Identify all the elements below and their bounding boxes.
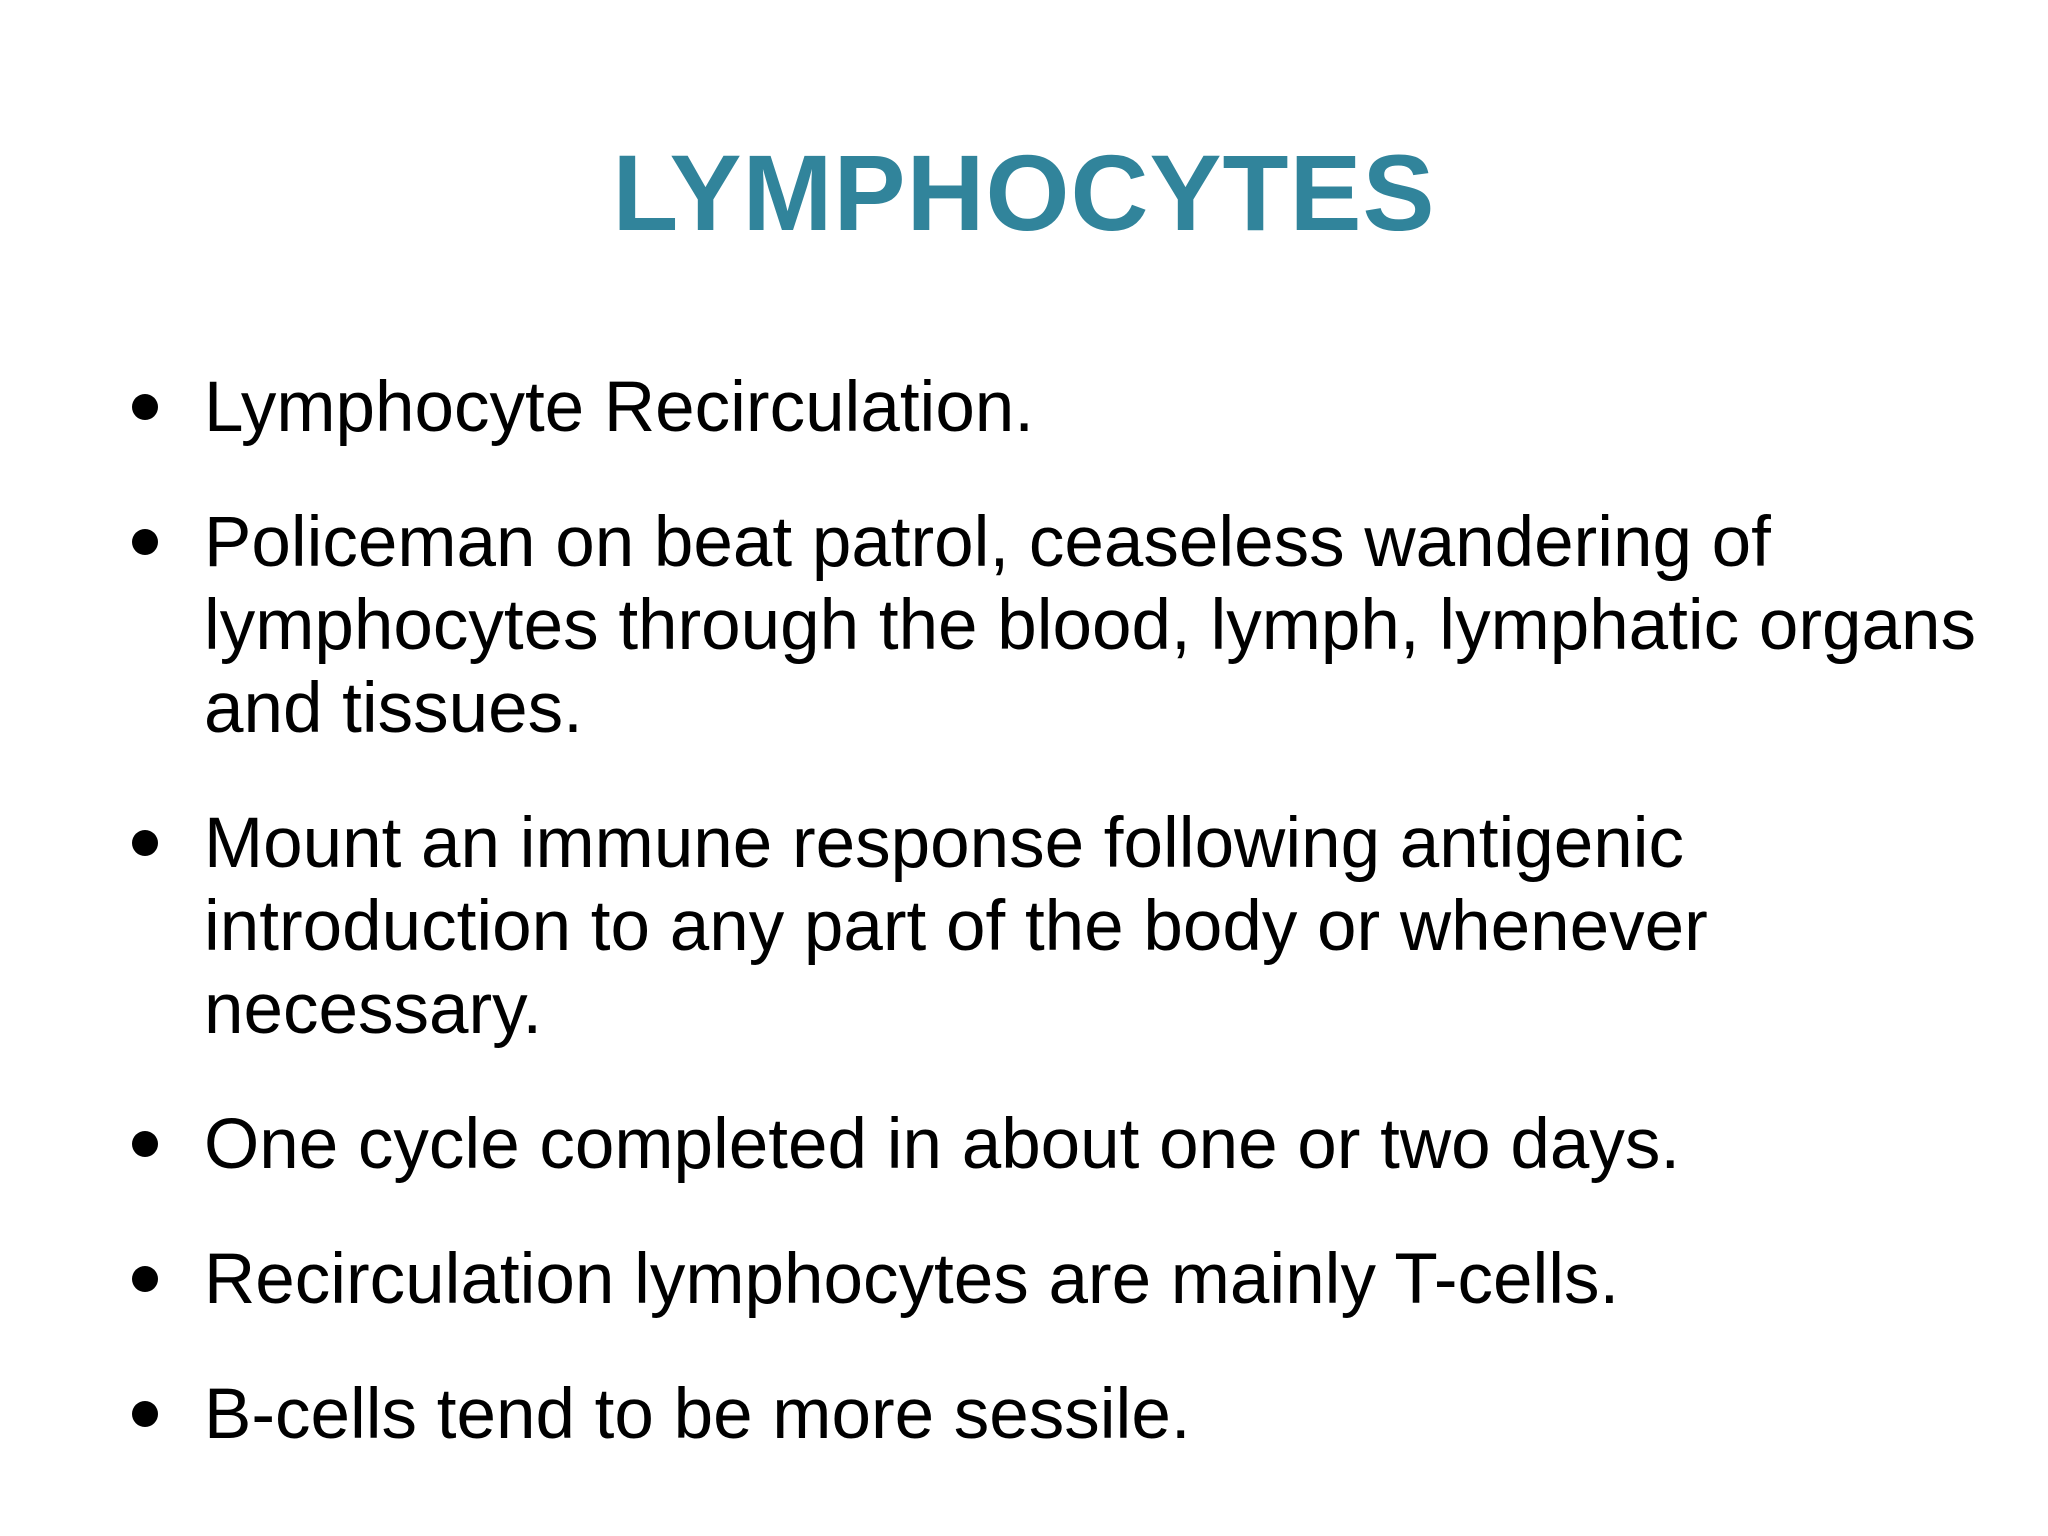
bullet-dot-icon [132, 830, 158, 856]
bullet-item [124, 1373, 1984, 1456]
bullet-text: Policeman on beat patrol, ceaseless wandering of lymphocytes through the blood, lymph, lymphatic organs and tissues. [204, 503, 1976, 748]
bullet-item [124, 366, 1984, 449]
bullet-dot-icon [132, 1401, 158, 1427]
bullet-item [124, 1103, 1984, 1186]
bullet-item [124, 1238, 1984, 1321]
bullet-dot-icon [132, 394, 158, 420]
bullet-dot-icon [132, 1131, 158, 1157]
bullet-dot-icon [132, 529, 158, 555]
bullet-item [124, 802, 1984, 1051]
bullet-text: Lymphocyte Recirculation. [204, 368, 1035, 447]
slide-title: LYMPHOCYTES [612, 132, 1436, 253]
bullet-text: B-cells tend to be more sessile. [204, 1375, 1191, 1454]
bullet-text: Recirculation lymphocytes are mainly T-cells. [204, 1240, 1620, 1319]
bullet-dot-icon [132, 1266, 158, 1292]
bullet-text: One cycle completed in about one or two days. [204, 1105, 1681, 1184]
bullet-item [124, 501, 1984, 750]
bullet-text: Mount an immune response following antigenic introduction to any part of the body or whenever necessary. [204, 804, 1708, 1049]
bullet-list [124, 366, 1984, 1508]
